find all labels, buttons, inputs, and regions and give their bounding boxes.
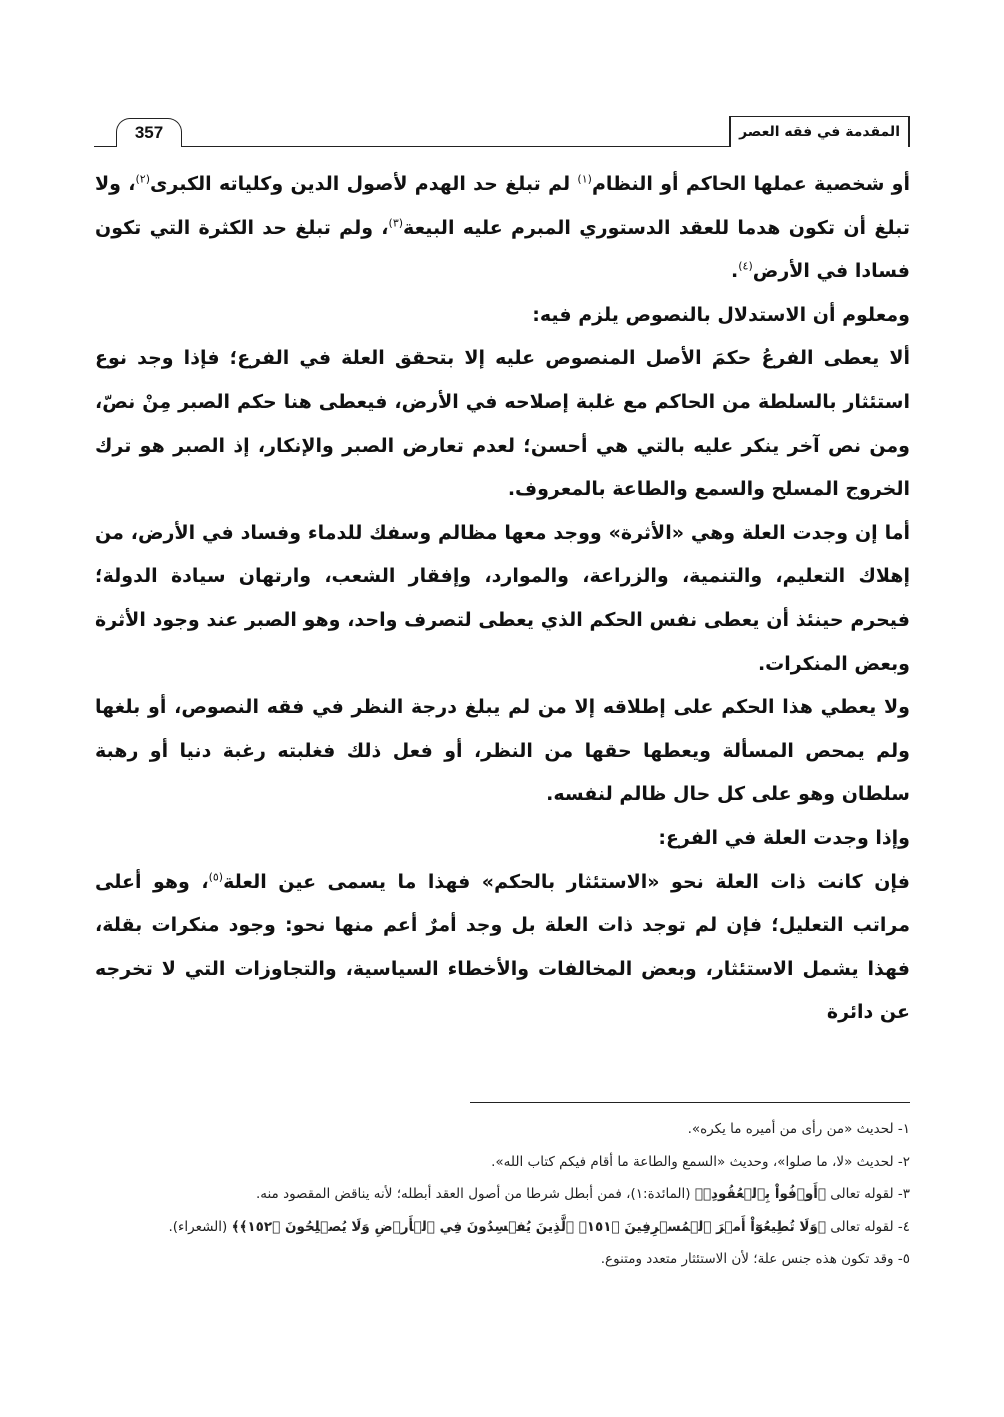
footnotes: [95, 1113, 910, 1276]
paragraph-4: أما إن وجدت العلة وهي «الأثرة» ووجد معها مظالم وسفك للدماء وفساد في الأرض، من إهلاك التعليم، والتنمية، والزراعة، والموارد، وإفقار الشعب، وارتهان سيادة الدولة؛ فيحرم حينئذ أن يعطى نفس الحكم الذي يعطى لتصرف واحد، وهو الصبر عند وجود الأثرة وبعض المنكرات.: [95, 521, 910, 675]
footnote-ref-2: (٢): [135, 172, 150, 186]
paragraph-7: فإن كانت ذات العلة نحو «الاستئثار بالحكم» فهذا ما يسمى عين العلة$^{(٥)}$، وهو أعلى مراتب التعليل؛ فإن لم توجد ذات العلة بل وجد أمرٌ أعم منها نحو: وجود منكرات بقلة، فهذا يشمل الاستئثار، وبعض المخالفات والأخطاء السياسية، والتجاوزات التي لا تخرجه عن دائرة: [95, 870, 910, 1024]
footnote-ref-3: (٣): [388, 216, 404, 230]
quran-verse: ﴿أَوۡفُواْ بِٱلۡعُقُودِۚ﴾: [694, 1186, 826, 1203]
footnote-1: ١- لحديث «من رأى من أميره ما يكره».: [687, 1121, 910, 1137]
paragraph-6: وإذا وجدت العلة في الفرع:: [658, 826, 910, 849]
running-title-box: [729, 116, 910, 147]
footnote-ref-4: (٤): [738, 259, 753, 273]
page-number-tab: [116, 118, 182, 147]
running-title: المقدمة في فقه العصر: [739, 124, 900, 140]
footnote-5: ٥- وقد تكون هذه جنس علة؛ لأن الاستئثار متعدد ومتنوع.: [600, 1251, 910, 1268]
paragraph-5: ولا يعطي هذا الحكم على إطلاقه إلا من لم يبلغ درجة النظر في فقه النصوص، أو بلغها ولم يمحص المسألة ويعطها حقها من النظر، أو فعل ذلك فغلبته رغبة دنيا أو رهبة سلطان وهو على كل حال ظالم لنفسه.: [95, 696, 910, 806]
footnote-2: ٢- لحديث «لا، ما صلوا»، وحديث «السمع والطاعة ما أقام فيكم كتاب الله».: [491, 1153, 910, 1170]
quran-verse: ﴿وَلَا تُطِيعُوٓاْ أَمۡرَ ٱلۡمُسۡرِفِينَ ﴿١٥١﴾ ٱلَّذِينَ يُفۡسِدُونَ فِي ٱلۡأَرۡضِ وَلَا يُصۡلِحُونَ ﴿١٥٢﴾﴾: [231, 1218, 826, 1235]
footnote-separator: [470, 1102, 910, 1103]
paragraph-3: ألا يعطى الفرعُ حكمَ الأصل المنصوص عليه إلا بتحقق العلة في الفرع؛ فإذا وجد نوع استئثار بالسلطة من الحاكم مع غلبة إصلاحه في الأرض، فيعطى هنا حكم الصبر مِنْ نصّ، ومن نص آخر ينكر عليه بالتي هي أحسن؛ لعدم تعارض الصبر والإنكار، إذ الصبر هو ترك الخروج المسلح والسمع والطاعة بالمعروف.: [95, 347, 910, 501]
main-text: [95, 163, 910, 1035]
footnote-ref-5: (٥): [208, 870, 224, 884]
footnote-3: ٣- لقوله تعالى ﴿أَوۡفُواْ بِٱلۡعُقُودِۚ﴾ (المائدة:١)، فمن أبطل شرطا من أصول العقد أبطله؛ لأنه يناقض المقصود منه.: [255, 1186, 910, 1203]
footnote-4: ٤- لقوله تعالى ﴿وَلَا تُطِيعُوٓاْ أَمۡرَ ٱلۡمُسۡرِفِينَ ﴿١٥١﴾ ٱلَّذِينَ يُفۡسِدُونَ فِي ٱلۡأَرۡضِ وَلَا يُصۡلِحُونَ ﴿١٥٢﴾﴾ (الشعراء).: [168, 1218, 910, 1235]
page-header: [94, 112, 910, 152]
paragraph-2: ومعلوم أن الاستدلال بالنصوص يلزم فيه:: [532, 303, 910, 326]
page-number: 357: [134, 123, 164, 142]
footnote-ref-1: (١): [577, 172, 592, 186]
paragraph-1: أو شخصية عملها الحاكم أو النظام$^{(١)}$ لم تبلغ حد الهدم لأصول الدين وكلياته الكبرى$^{(٢)}$، ولا تبلغ أن تكون هدما للعقد الدستوري المبرم عليه البيعة$^{(٣)}$، ولم تبلغ حد الكثرة التي تكون فسادا في الأرض$^{(٤)}$.: [95, 172, 910, 283]
